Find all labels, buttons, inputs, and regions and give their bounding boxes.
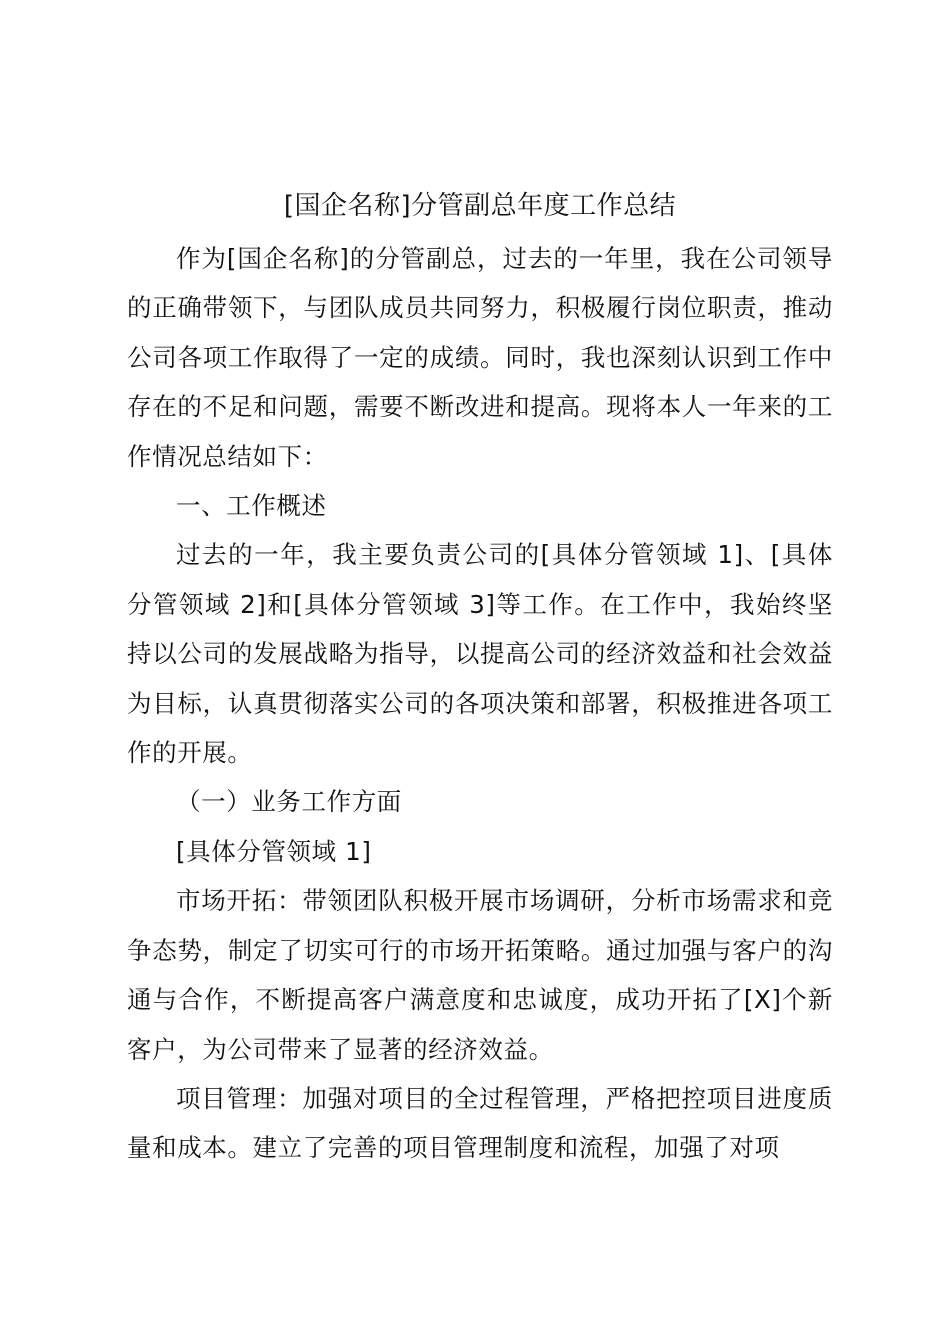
section-heading-overview: 一、工作概述	[176, 491, 327, 521]
intro-paragraph: 作为[国企名称]的分管副总，过去的一年里，我在公司领导的正确带领下，与团队成员共同努力，积极履行岗位职责，推动公司各项工作取得了一定的成绩。同时，我也深刻认识到工作中存在的不足和问题，需要不断改进和提高。现将本人一年来的工作情况总结如下：	[127, 244, 833, 471]
area-heading-1: [具体分管领域 1]	[176, 836, 372, 866]
subsection-heading-business: （一）业务工作方面	[176, 787, 402, 817]
document-title: [国企名称]分管副总年度工作总结	[283, 191, 677, 221]
document-page	[127, 178, 833, 1173]
overview-paragraph: 过去的一年，我主要负责公司的[具体分管领域 1]、[具体分管领域 2]和[具体分管领域 3]等工作。在工作中，我始终坚持以公司的发展战略为指导，以提高公司的经济效益和社会效益为目标，认真贯彻落实公司的各项决策和部署，积极推进各项工作的开展。	[127, 540, 833, 768]
market-paragraph: 市场开拓：带领团队积极开展市场调研，分析市场需求和竞争态势，制定了切实可行的市场开拓策略。通过加强与客户的沟通与合作，不断提高客户满意度和忠诚度，成功开拓了[X]个新客户，为公司带来了显著的经济效益。	[127, 886, 833, 1064]
project-paragraph: 项目管理：加强对项目的全过程管理，严格把控项目进度质量和成本。建立了完善的项目管理制度和流程，加强了对项	[127, 1083, 833, 1163]
